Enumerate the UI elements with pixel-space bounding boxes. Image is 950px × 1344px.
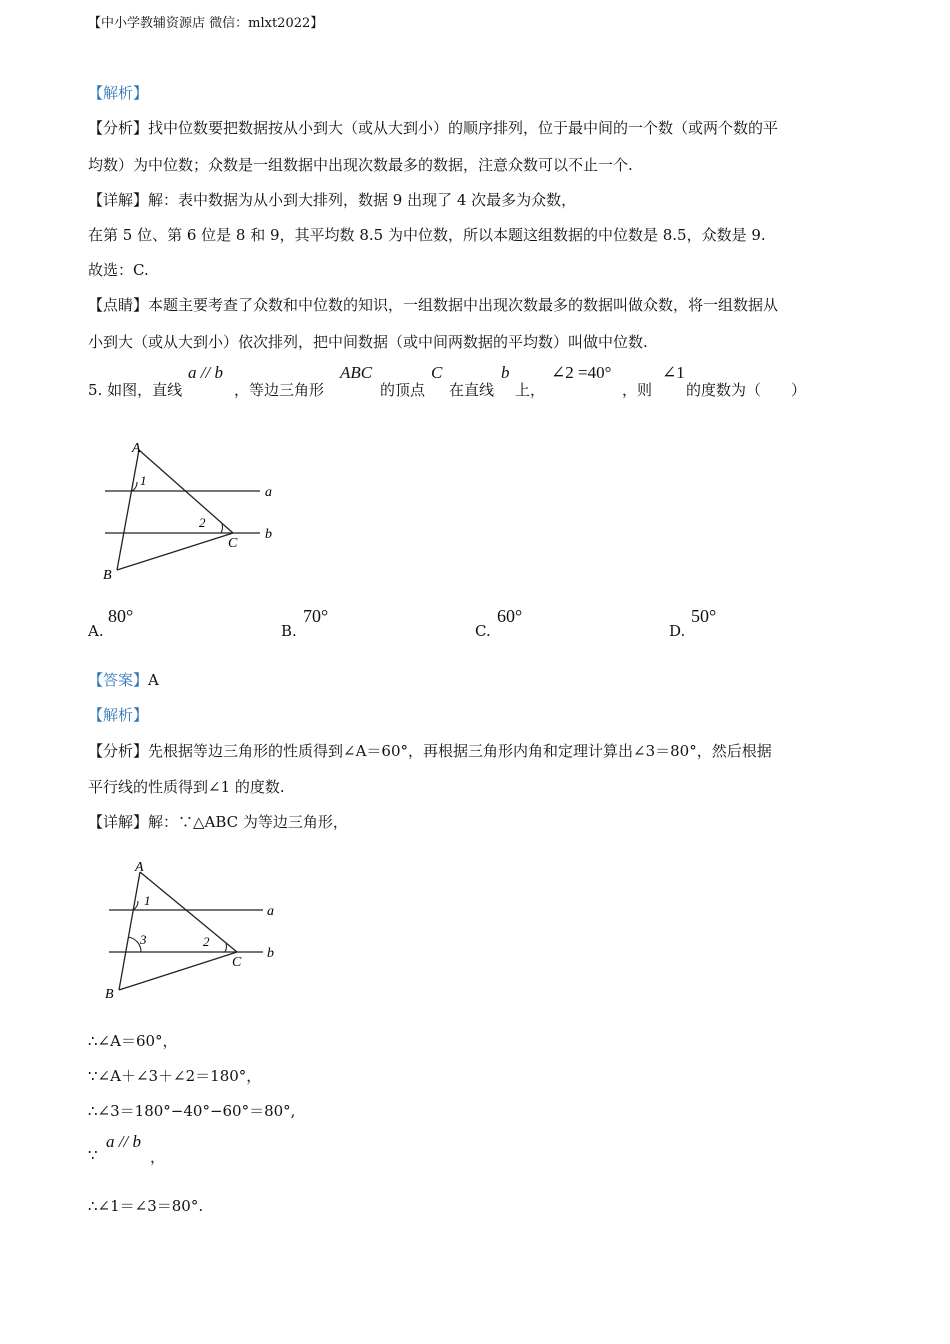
dianjing-text-2: 小到大（或从大到小）依次排列，把中间数据（或中间两数据的平均数）叫做中位数.: [88, 333, 648, 351]
option-b-value[interactable]: 70°: [303, 606, 329, 626]
label-b-2: b: [267, 946, 274, 961]
side-ac-2: [140, 872, 237, 952]
answer-fenxi-line-1: [88, 740, 772, 761]
side-bc: [117, 533, 233, 570]
angle-2-arc: [221, 524, 222, 533]
detail-line-1: [88, 189, 576, 210]
q5-text-2: 的顶点: [380, 381, 426, 399]
fenxi-text-2: 均数）为中位数；众数是一组数据中出现次数最多的数据，注意众数可以不止一个.: [88, 156, 633, 174]
answer-fenxi-text-2: 平行线的性质得到∠1 的度数.: [88, 778, 285, 796]
label-1-2: 1: [144, 893, 151, 908]
label-2-2: 2: [203, 934, 210, 949]
step-5: ∴∠1＝∠3＝80°.: [88, 1197, 204, 1215]
label-A: A: [132, 441, 141, 456]
side-bc-2: [119, 952, 237, 990]
comment-line-1: [88, 294, 778, 315]
q5-text-6: 的度数为（ ）: [686, 381, 807, 399]
xiangjie-text-2: 在第 5 位、第 6 位是 8 和 9，其平均数 8.5 为中位数，所以本题这组数据的中位数是 8.5，众数是 9.: [88, 226, 766, 244]
label-b: b: [265, 527, 272, 542]
answer-value: A: [148, 671, 159, 689]
label-A-2: A: [135, 860, 144, 875]
triangle-figure: [95, 430, 295, 590]
dianjing-text-1: 本题主要考查了众数和中位数的知识，一组数据中出现次数最多的数据叫做众数，将一组数据从: [148, 296, 779, 314]
angle-2-arc-2: [225, 943, 226, 952]
step-2: ∵∠A＋∠3＋∠2＝180°，: [88, 1067, 262, 1085]
q5-math-b: b: [501, 363, 510, 382]
page-header: 【中小学教辅资源店 微信：mlxt2022】: [88, 16, 324, 31]
triangle-figure-2: [95, 850, 295, 1010]
q5-text-1: ，等边三角形: [234, 381, 325, 399]
choice-line: 故选：C.: [88, 261, 149, 279]
q5-text-5: ，则: [622, 381, 653, 399]
answer-detail-line: [88, 811, 348, 832]
option-c-value[interactable]: 60°: [497, 606, 523, 626]
analysis-tag: 【解析】: [88, 84, 149, 102]
q5-prefix: 5. 如图，直线: [88, 381, 183, 399]
option-c-letter[interactable]: C.: [475, 622, 491, 640]
q5-math-angle1: ∠1: [662, 363, 685, 382]
answer-analysis-tag: 【解析】: [88, 706, 149, 724]
step-1: ∴∠A＝60°，: [88, 1032, 178, 1050]
answer-tag: 【答案】: [88, 671, 149, 689]
answer-fenxi-tag: 【分析】: [88, 742, 149, 760]
step-4-suffix: ，: [150, 1148, 166, 1166]
side-ab: [117, 450, 139, 570]
analysis-line-1: [88, 117, 778, 138]
answer-xiangjie-text: 解：∵△ABC 为等边三角形，: [148, 813, 348, 831]
step-3: ∴∠3＝180°−40°−60°＝80°,: [88, 1102, 296, 1120]
xiangjie-tag: 【详解】: [88, 191, 149, 209]
answer-xiangjie-tag: 【详解】: [88, 813, 149, 831]
label-1: 1: [140, 473, 147, 488]
label-a: a: [265, 485, 272, 500]
fenxi-tag: 【分析】: [88, 119, 149, 137]
label-a-2: a: [267, 904, 274, 919]
label-2: 2: [199, 515, 206, 530]
option-b-letter[interactable]: B.: [281, 622, 297, 640]
q5-math-angle2: ∠2 =40°: [551, 363, 612, 382]
answer-fenxi-text-1: 先根据等边三角形的性质得到∠A＝60°，再根据三角形内角和定理计算出∠3＝80°，然后根据: [148, 742, 772, 760]
option-d-letter[interactable]: D.: [669, 622, 686, 640]
dianjing-tag: 【点睛】: [88, 296, 149, 314]
q5-math-c: C: [431, 363, 443, 382]
xiangjie-text-1: 解：表中数据为从小到大排列，数据 9 出现了 4 次最多为众数，: [148, 191, 577, 209]
q5-text-3: 在直线: [449, 381, 495, 399]
q5-math-parallel: a // b: [188, 363, 223, 382]
side-ab-2: [119, 872, 140, 990]
label-C-2: C: [232, 955, 242, 970]
label-B: B: [103, 568, 112, 583]
option-d-value[interactable]: 50°: [691, 606, 717, 626]
option-a-letter[interactable]: A.: [88, 622, 104, 640]
label-B-2: B: [105, 987, 114, 1002]
fenxi-text-1: 找中位数要把数据按从小到大（或从大到小）的顺序排列，位于最中间的一个数（或两个数的平: [148, 119, 779, 137]
label-3: 3: [140, 932, 147, 947]
q5-text-4: 上，: [515, 381, 546, 399]
label-C: C: [228, 536, 238, 551]
q5-math-abc: ABC: [340, 363, 373, 382]
step-4-prefix: ∵: [88, 1146, 98, 1164]
option-a-value[interactable]: 80°: [108, 606, 134, 626]
answer-line: [88, 669, 159, 690]
step-4-math: a // b: [106, 1132, 141, 1151]
